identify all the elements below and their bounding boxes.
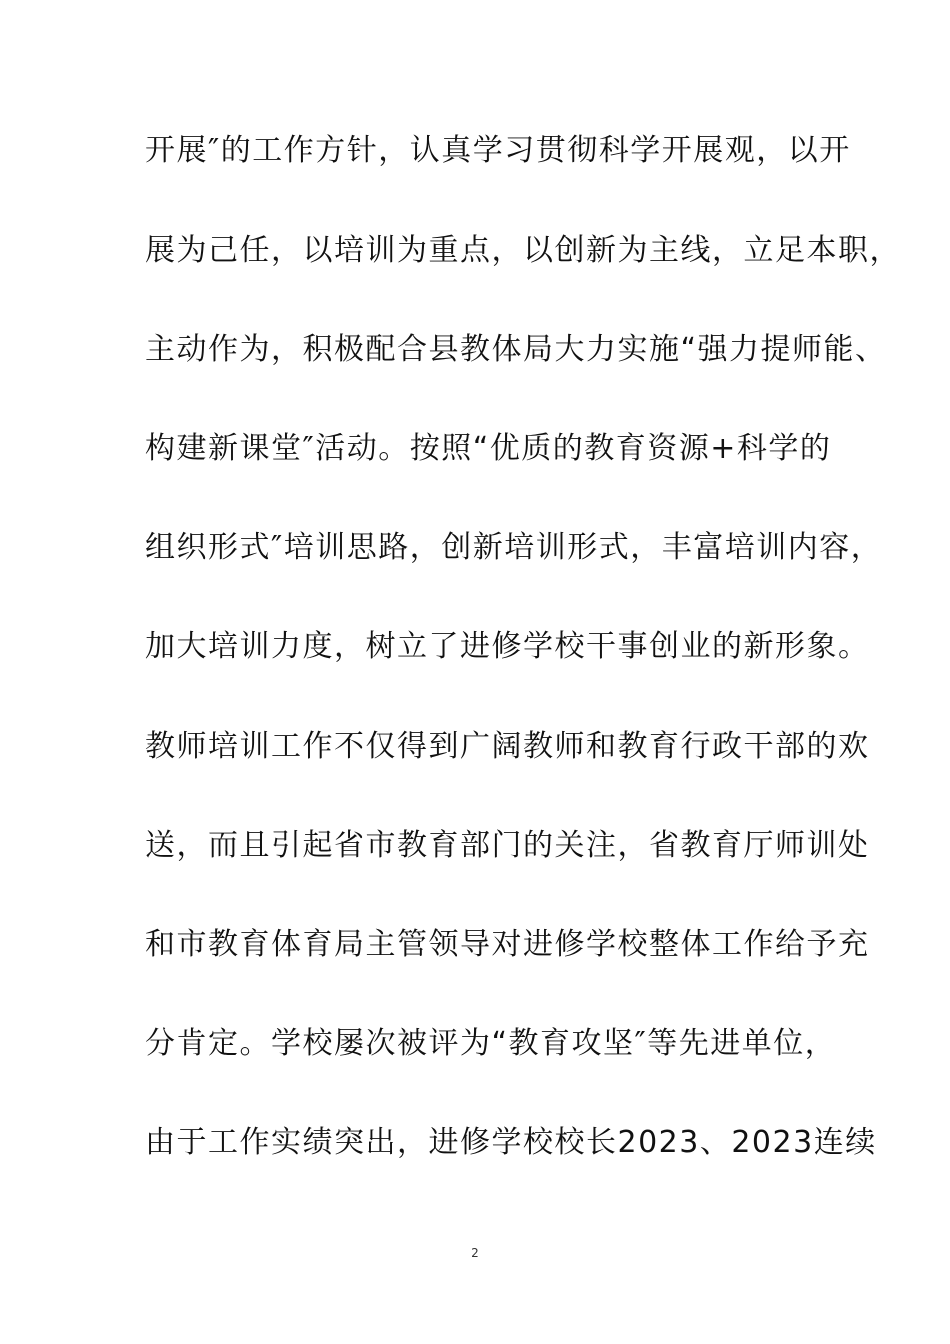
text-line: 加大培训力度，树立了进修学校干事创业的新形象。: [145, 629, 870, 664]
page-number: 2: [471, 1246, 479, 1260]
text-line: 教师培训工作不仅得到广阔教师和教育行政干部的欢: [145, 729, 870, 764]
text-line: 主动作为，积极配合县教体局大力实施“强力提师能、: [145, 332, 887, 367]
text-line: 开展″的工作方针，认真学习贯彻科学开展观，以开: [145, 133, 851, 168]
text-line: 送，而且引起省市教育部门的关注，省教育厅师训处: [145, 828, 870, 863]
text-line: 分肯定。学校屡次被评为“教育攻坚″等先进单位，: [145, 1026, 837, 1061]
text-line: 展为己任，以培训为重点，以创新为主线，立足本职，: [145, 233, 901, 268]
text-line: 组织形式″培训思路，创新培训形式，丰富培训内容，: [145, 530, 883, 565]
text-line: 构建新课堂″活动。按照“优质的教育资源+科学的: [145, 431, 832, 466]
text-line: 和市教育体育局主管领导对进修学校整体工作给予充: [145, 927, 870, 962]
text-line: 由于工作实绩突出，进修学校校长2023、2023连续: [145, 1125, 877, 1160]
